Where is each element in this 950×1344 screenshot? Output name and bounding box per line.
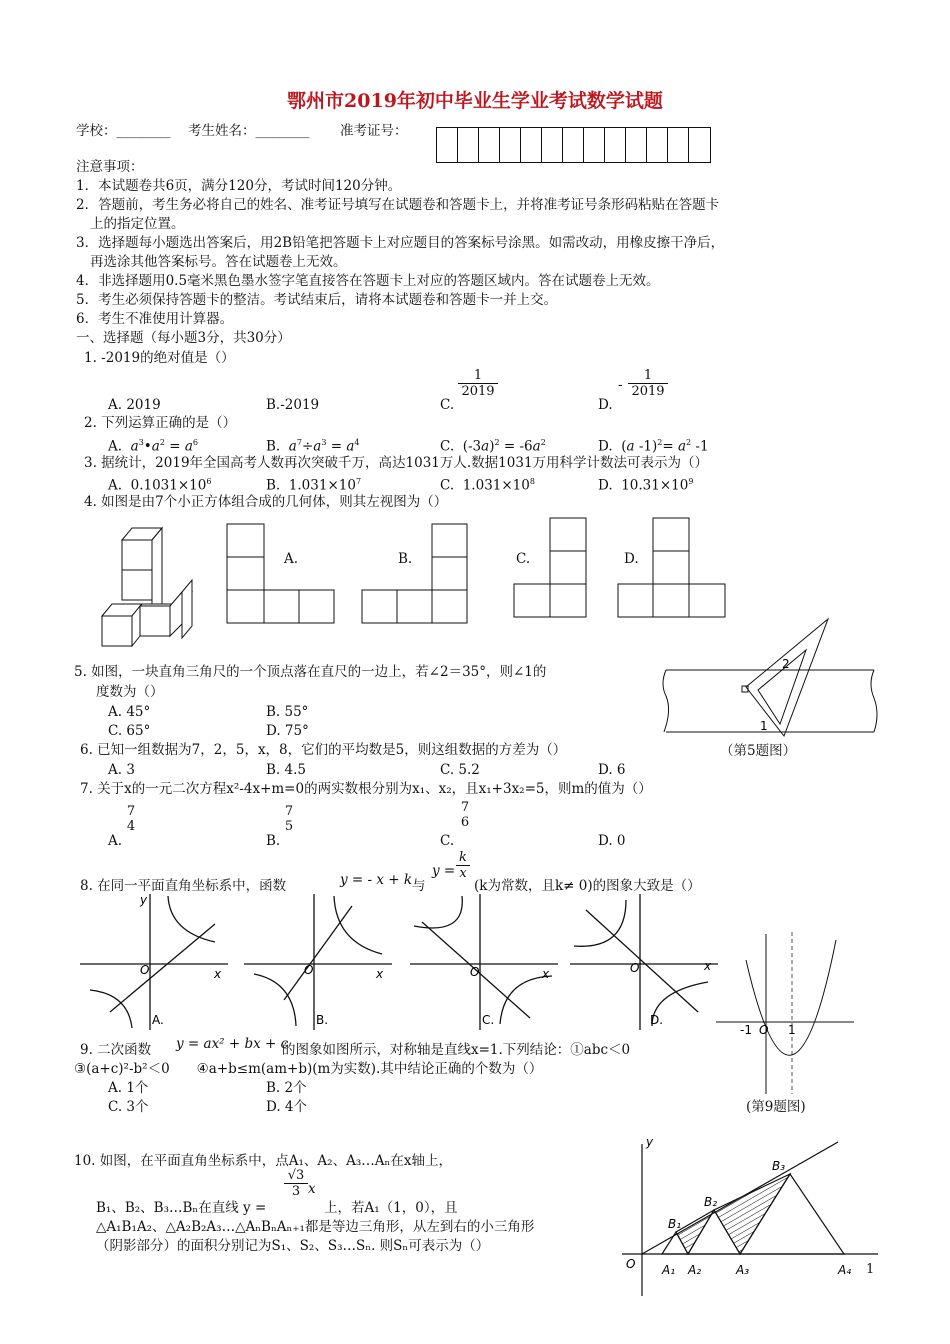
note-item: 上的指定位置。 bbox=[90, 216, 185, 232]
q10-line4: （阴影部分）的面积分别记为S₁、S₂、S₃…Sₙ. 则Sₙ可表示为（） bbox=[96, 1238, 490, 1254]
q5-caption: （第5题图） bbox=[720, 743, 797, 759]
q10-triangles-figure bbox=[622, 1135, 882, 1300]
q7-fraction-b: 7 5 bbox=[284, 804, 294, 834]
q4-option-d-figure[interactable] bbox=[618, 516, 728, 620]
q9-conclusions: ③(a+c)²-b²＜0 ④a+b≤m(am+b)(m为实数).其中结论正确的个数为（） bbox=[74, 1061, 543, 1077]
q9-stem-cont: 的图象如图所示，对称轴是直线x=1.下列结论：①abc＜0 bbox=[282, 1042, 631, 1058]
q7-fraction-a: 7 4 bbox=[126, 804, 136, 834]
q9-function: y = ax² + bx + c bbox=[176, 1036, 289, 1052]
exam-no-label: 准考证号： bbox=[340, 123, 408, 139]
q1-option-c[interactable]: C. bbox=[440, 397, 455, 413]
q8-func-lhs: y = bbox=[432, 863, 456, 879]
q1-option-d[interactable]: D. bbox=[598, 397, 613, 413]
q8d-origin: O bbox=[630, 961, 640, 975]
q5-stem: 5. 如图，一块直角三角尺的一个顶点落在直尺的一边上，若∠2＝35°，则∠1的 bbox=[74, 664, 547, 680]
q8b-origin: O bbox=[304, 963, 314, 977]
q3-option-b[interactable]: B. $1.031\times 10^7$ bbox=[266, 477, 362, 494]
q5-stem-cont: 度数为（） bbox=[96, 684, 164, 700]
q1-fraction-c: $\frac{1}{2019}$ bbox=[458, 368, 498, 399]
q8c-label: C. bbox=[482, 1013, 495, 1027]
q2-option-b[interactable]: B. $a^7\div a^3 = a^4$ bbox=[266, 438, 360, 455]
q9-option-a[interactable]: A. 1个 bbox=[108, 1080, 149, 1096]
exam-number-grid[interactable] bbox=[436, 127, 711, 163]
q8c-origin: O bbox=[470, 965, 480, 979]
q8a-y: y bbox=[140, 893, 148, 907]
q8-func-frac: $\frac{k}{x}$ bbox=[456, 850, 470, 881]
q6-option-c[interactable]: C. 5.2 bbox=[440, 762, 480, 778]
q9-caption: (第9题图) bbox=[746, 1099, 806, 1115]
q3-option-c[interactable]: C. $1.031\times 10^8$ bbox=[440, 477, 535, 494]
q1-stem: 1. -2019的绝对值是（） bbox=[84, 350, 235, 366]
q8-stem-end: (k为常数，且k≠ 0)的图象大致是（） bbox=[474, 878, 701, 894]
q6-option-a[interactable]: A. 3 bbox=[108, 762, 135, 778]
q4-option-b-figure[interactable] bbox=[360, 522, 480, 624]
q5-option-d[interactable]: D. 75° bbox=[266, 723, 309, 739]
q10-a3: A₃ bbox=[736, 1263, 750, 1277]
q10-x-var: x bbox=[308, 1181, 316, 1197]
q8c-x: x bbox=[542, 967, 550, 981]
q1-option-b[interactable]: B.-2019 bbox=[266, 397, 320, 413]
q10-b2: B₂ bbox=[704, 1195, 718, 1209]
note-item: 5．考生必须保持答题卡的整洁。考试结束后，请将本试题卷和答题卡一并上交。 bbox=[76, 292, 558, 308]
q10-slope-fraction: $\frac{√3}{3}$ bbox=[284, 1168, 308, 1199]
q8-graph-c[interactable] bbox=[410, 892, 560, 1032]
q9-origin: O bbox=[759, 1023, 769, 1037]
q10-line2-cont: 上，若A₁（1，0），且 bbox=[324, 1200, 458, 1216]
q7-option-d[interactable]: D. 0 bbox=[598, 833, 626, 849]
q8-stem: 8. 在同一平面直角坐标系中，函数 bbox=[80, 878, 287, 894]
q10-a2: A₂ bbox=[688, 1263, 702, 1277]
q4-option-b[interactable]: B. bbox=[398, 551, 413, 567]
q10-origin: O bbox=[626, 1257, 636, 1271]
q8a-label: A. bbox=[152, 1013, 164, 1027]
q5-option-c[interactable]: C. 65° bbox=[108, 723, 151, 739]
q10-y-label: y bbox=[646, 1135, 654, 1149]
q10-line3: △A₁B₁A₂、△A₂B₂A₃…△AₙBₙAₙ₊₁都是等边三角形，从左到右的小三角形 bbox=[96, 1219, 535, 1235]
name-label: 考生姓名：________ bbox=[188, 123, 310, 139]
notes-heading: 注意事项： bbox=[76, 159, 144, 175]
q8-func-linear: y = - x + k bbox=[340, 872, 413, 888]
q10-stem: 10. 如图，在平面直角坐标系中，点A₁、A₂、A₃…Aₙ在x轴上， bbox=[74, 1153, 452, 1169]
q3-option-d[interactable]: D. $10.31\times 10^9$ bbox=[598, 477, 694, 494]
q9-option-c[interactable]: C. 3个 bbox=[108, 1099, 149, 1115]
q4-option-a[interactable]: A. bbox=[284, 551, 299, 567]
q2-stem: 2. 下列运算正确的是（） bbox=[84, 415, 237, 431]
q9-option-b[interactable]: B. 2个 bbox=[266, 1080, 307, 1096]
note-item: 3．选择题每小题选出答案后，用2B铅笔把答题卡上对应题目的答案标号涂黑。如需改动，用橡皮擦干净后， bbox=[76, 235, 725, 251]
q8-graph-a[interactable] bbox=[80, 892, 230, 1032]
note-item: 2．答题前，考生务必将自己的姓名、准考证号填写在试题卷和答题卡上，并将准考证号条形码粘贴在答题卡 bbox=[76, 197, 720, 213]
q7-stem: 7. 关于x的一元二次方程x²-4x+m=0的两实数根分别为x₁、x₂，且x₁+3x₂=5，则m的值为（） bbox=[80, 781, 652, 797]
q9-option-d[interactable]: D. 4个 bbox=[266, 1099, 308, 1115]
q7-fraction-c: 7 6 bbox=[460, 800, 470, 830]
q4-option-c-figure[interactable] bbox=[512, 516, 622, 620]
q1-fraction-d: $\frac{1}{2019}$ bbox=[628, 368, 668, 399]
q10-b3: B₃ bbox=[772, 1159, 786, 1173]
note-item: 1．本试题卷共6页，满分120分，考试时间120分钟。 bbox=[76, 178, 402, 194]
page-title: 鄂州市2019年初中毕业生学业考试数学试题 bbox=[287, 90, 663, 112]
q4-option-c[interactable]: C. bbox=[516, 551, 531, 567]
school-label: 学校：________ bbox=[76, 123, 171, 139]
q4-stem: 4. 如图是由7个小正方体组合成的几何体，则其左视图为（） bbox=[84, 494, 448, 510]
q4-option-d[interactable]: D. bbox=[624, 551, 639, 567]
note-item: 6．考生不准使用计算器。 bbox=[76, 311, 234, 327]
q8b-x: x bbox=[376, 967, 384, 981]
q3-option-a[interactable]: A. $0.1031\times 10^6$ bbox=[108, 477, 212, 494]
q7-option-a[interactable]: A. bbox=[108, 833, 123, 849]
q2-option-d[interactable]: D. (a $-1)^2= a^2$ -1 bbox=[598, 438, 709, 455]
q8d-label: D. bbox=[650, 1013, 664, 1027]
note-item: 4．非选择题用0.5毫米黑色墨水签字笔直接答在答题卡上对应的答题区域内。答在试题卷上无效。 bbox=[76, 273, 660, 289]
q8b-label: B. bbox=[316, 1013, 329, 1027]
q1-option-a[interactable]: A. 2019 bbox=[108, 397, 161, 413]
q8d-x: x bbox=[704, 959, 712, 973]
q10-b1: B₁ bbox=[668, 1217, 682, 1231]
q5-angle-2-label: 2 bbox=[782, 657, 790, 671]
q10-line2: B₁、B₂、B₃…Bₙ在直线 y = bbox=[96, 1200, 267, 1216]
q10-a1: A₁ bbox=[662, 1263, 676, 1277]
q6-stem: 6. 已知一组数据为7，2，5，x，8，它们的平均数是5，则这组数据的方差为（） bbox=[80, 742, 567, 758]
q4-cube-figure bbox=[96, 520, 216, 655]
q6-option-b[interactable]: B. 4.5 bbox=[266, 762, 306, 778]
q2-option-a[interactable]: A. $a^3•a^2 = a^6$ bbox=[108, 438, 198, 455]
q2-option-c[interactable]: C. $(-3a)^2 = -6a^2$ bbox=[440, 438, 546, 455]
q8-and: 与 bbox=[412, 878, 426, 894]
q1-minus: - bbox=[618, 377, 623, 393]
q8-graph-b[interactable] bbox=[244, 892, 394, 1032]
q4-option-a-figure[interactable] bbox=[225, 522, 345, 624]
q5-ruler-figure bbox=[656, 614, 878, 738]
q9-stem: 9. 二次函数 bbox=[80, 1042, 152, 1058]
q9-parabola-figure bbox=[716, 930, 856, 1096]
q5-option-b[interactable]: B. 55° bbox=[266, 704, 309, 720]
q3-stem: 3. 据统计，2019年全国高考人数再次突破千万，高达1031万人.数据1031万用科学计数法可表示为（） bbox=[84, 455, 709, 471]
q9-one: 1 bbox=[788, 1023, 796, 1037]
page-number: 1 bbox=[866, 1262, 875, 1277]
q8a-origin: O bbox=[140, 963, 150, 977]
q8a-x: x bbox=[214, 967, 222, 981]
q6-option-d[interactable]: D. 6 bbox=[598, 762, 626, 778]
q7-option-b[interactable]: B. bbox=[266, 833, 281, 849]
q5-angle-1-label: 1 bbox=[760, 719, 768, 733]
q7-option-c[interactable]: C. bbox=[440, 833, 455, 849]
section-heading: 一、选择题（每小题3分，共30分） bbox=[76, 330, 291, 346]
q5-option-a[interactable]: A. 45° bbox=[108, 704, 151, 720]
q10-a4: A₄ bbox=[838, 1263, 852, 1277]
note-item: 再选涂其他答案标号。答在试题卷上无效。 bbox=[90, 254, 347, 270]
q8-graph-d[interactable] bbox=[570, 892, 720, 1032]
q9-minus-one: -1 bbox=[740, 1023, 752, 1037]
